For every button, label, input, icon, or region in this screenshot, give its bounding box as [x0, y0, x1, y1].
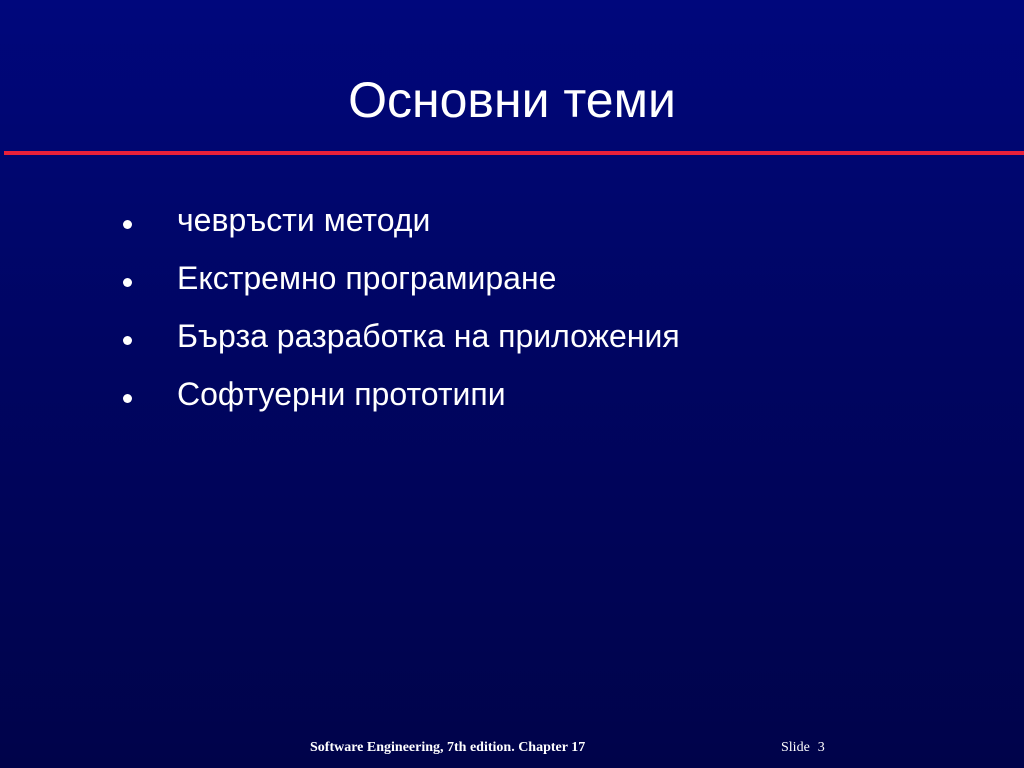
bullet-text: Бърза разработка на приложения — [177, 318, 680, 354]
bullet-dot-icon — [123, 394, 132, 403]
bullet-item — [0, 251, 1024, 309]
bullet-list — [0, 193, 1024, 425]
bullet-dot-icon — [123, 278, 132, 287]
bullet-item — [0, 193, 1024, 251]
footer-book-title: Software Engineering, 7th edition. Chapter 17 — [310, 740, 586, 755]
bullet-item — [0, 367, 1024, 425]
bullet-text: Екстремно програмиране — [177, 260, 557, 296]
footer-slide-number — [781, 738, 825, 758]
bullet-dot-icon — [123, 220, 132, 229]
bullet-item — [0, 309, 1024, 367]
bullet-text: чевръсти методи — [177, 202, 431, 238]
slide-label: Slide — [781, 740, 810, 755]
bullet-dot-icon — [123, 336, 132, 345]
title-divider — [4, 151, 1024, 155]
slide-title: Основни теми — [348, 72, 676, 128]
slide-number: 3 — [817, 740, 825, 755]
bullet-text: Софтуерни прототипи — [177, 376, 506, 412]
